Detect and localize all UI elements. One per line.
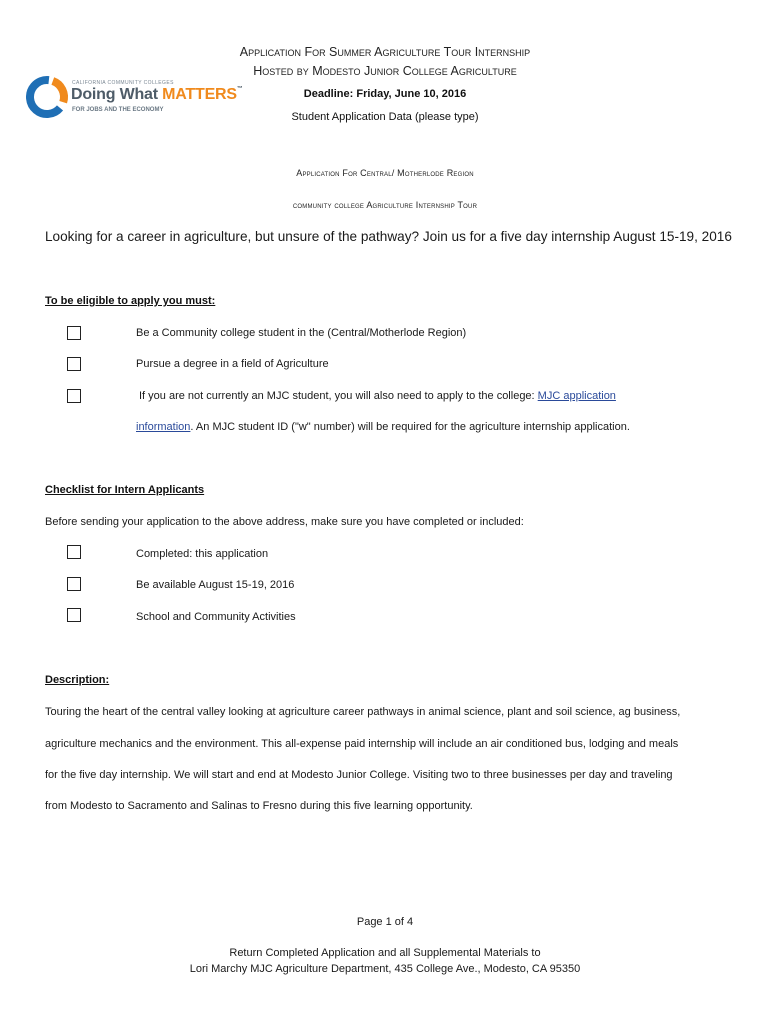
- checklist-heading: Checklist for Intern Applicants: [45, 484, 205, 496]
- eligibility-item-1: Be a Community college student in the (Central/Motherlode Region): [136, 327, 467, 339]
- description-line-1: Touring the heart of the central valley looking at agriculture career pathways in animal science, plant and soil science, ag business,: [45, 706, 681, 718]
- eligibility-checkbox-2[interactable]: [67, 357, 81, 371]
- eligibility-item-3-line-2: [136, 421, 630, 433]
- description-heading: Description:: [45, 674, 110, 686]
- description-line-3: for the five day internship. We will start and end at Modesto Junior College. Visiting two to three businesses per day and traveling: [45, 769, 673, 781]
- eligibility-item-3-line-1: [139, 390, 616, 402]
- logo-trademark: ™: [236, 86, 243, 92]
- logo-small-text: CALIFORNIA COMMUNITY COLLEGES: [72, 80, 174, 86]
- intro-text: Looking for a career in agriculture, but unsure of the pathway? Join us for a five day internship August 15-19, 2016: [45, 229, 732, 244]
- title-line-1: Application For Summer Agriculture Tour Internship: [239, 45, 531, 59]
- return-line-2: Lori Marchy MJC Agriculture Department, 435 College Ave., Modesto, CA 95350: [189, 963, 581, 975]
- checklist-item-2: Be available August 15-19, 2016: [136, 579, 295, 591]
- deadline: Deadline: Friday, June 10, 2016: [303, 88, 467, 100]
- checklist-item-3: School and Community Activities: [136, 611, 296, 623]
- page-number: Page 1 of 4: [356, 916, 414, 928]
- eligibility-item-3-suffix: . An MJC student ID ("w" number) will be required for the agriculture internship application.: [190, 421, 630, 433]
- eligibility-checkbox-1[interactable]: [67, 326, 81, 340]
- mjc-application-link[interactable]: MJC application: [537, 390, 616, 402]
- eligibility-heading: To be eligible to apply you must:: [45, 295, 216, 307]
- logo-sub-text: FOR JOBS AND THE ECONOMY: [72, 107, 164, 113]
- student-data-subhead: Student Application Data (please type): [291, 111, 479, 123]
- mjc-information-link[interactable]: information: [136, 421, 191, 433]
- eligibility-item-2: Pursue a degree in a field of Agriculture: [136, 358, 329, 370]
- logo-accent-word: MATTERS: [162, 86, 237, 103]
- description-line-2: agriculture mechanics and the environment. This all-expense paid internship will include an air conditioned bus, lodging and meals: [45, 738, 679, 750]
- checklist-item-1: Completed: this application: [136, 548, 269, 560]
- checklist-checkbox-3[interactable]: [67, 608, 81, 622]
- eligibility-item-3-prefix: If you are not currently an MJC student, you will also need to apply to the college:: [139, 390, 538, 402]
- checklist-checkbox-2[interactable]: [67, 577, 81, 591]
- eligibility-checkbox-3[interactable]: [67, 389, 81, 403]
- tour-line: community college Agriculture Internship Tour: [292, 200, 478, 210]
- return-line-1: Return Completed Application and all Supplemental Materials to: [229, 947, 541, 959]
- region-line: Application For Central/ Motherlode Region: [296, 168, 474, 178]
- checklist-checkbox-1[interactable]: [67, 545, 81, 559]
- logo-main-words: Doing What: [71, 86, 158, 103]
- checklist-intro: Before sending your application to the above address, make sure you have completed or included:: [45, 516, 524, 528]
- title-line-2: Hosted by Modesto Junior College Agriculture: [253, 64, 517, 78]
- description-line-4: from Modesto to Sacramento and Salinas to Fresno during this five learning opportunity.: [45, 800, 473, 812]
